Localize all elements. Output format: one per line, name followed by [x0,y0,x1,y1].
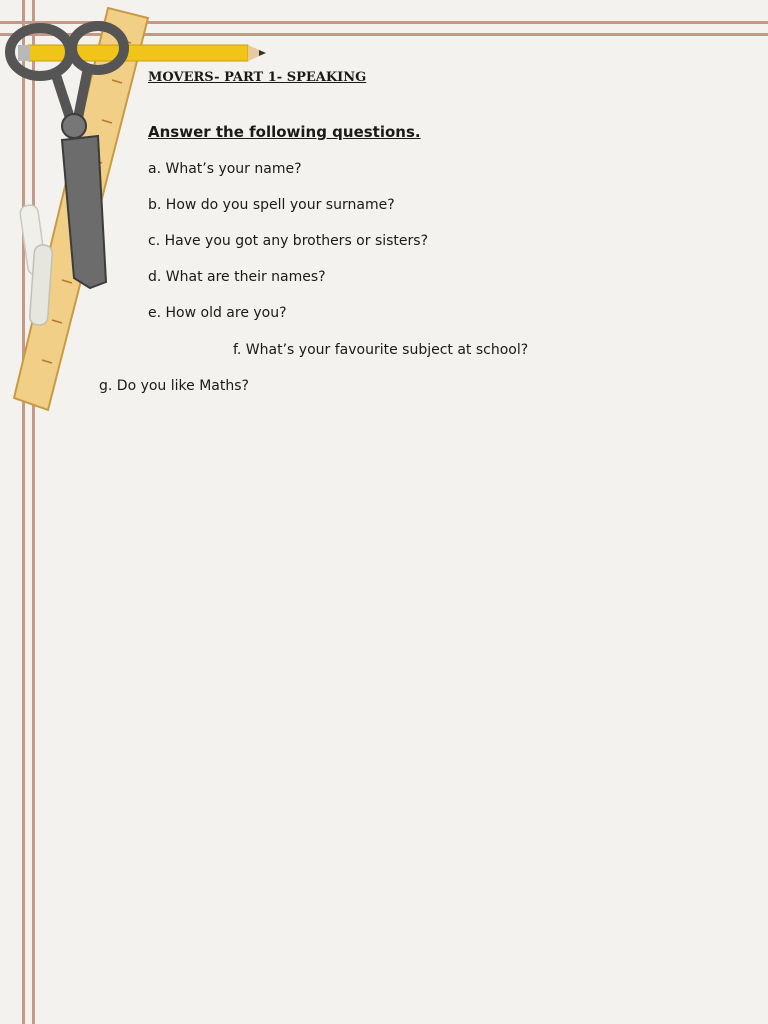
question-item: f. What’s your favourite subject at school? [233,342,529,358]
chalk-icon [19,204,53,325]
question-item: e. How old are you? [148,305,287,321]
question-item: b. How do you spell your surname? [148,197,395,213]
worksheet-title: MOVERS- PART 1- SPEAKING [148,70,367,85]
question-item: a. What’s your name? [148,161,302,177]
instructions-heading: Answer the following questions. [148,123,421,141]
question-item: g. Do you like Maths? [99,378,249,394]
question-item: d. What are their names? [148,269,326,285]
question-item: c. Have you got any brothers or sisters? [148,233,429,249]
pencil-icon [18,45,266,61]
